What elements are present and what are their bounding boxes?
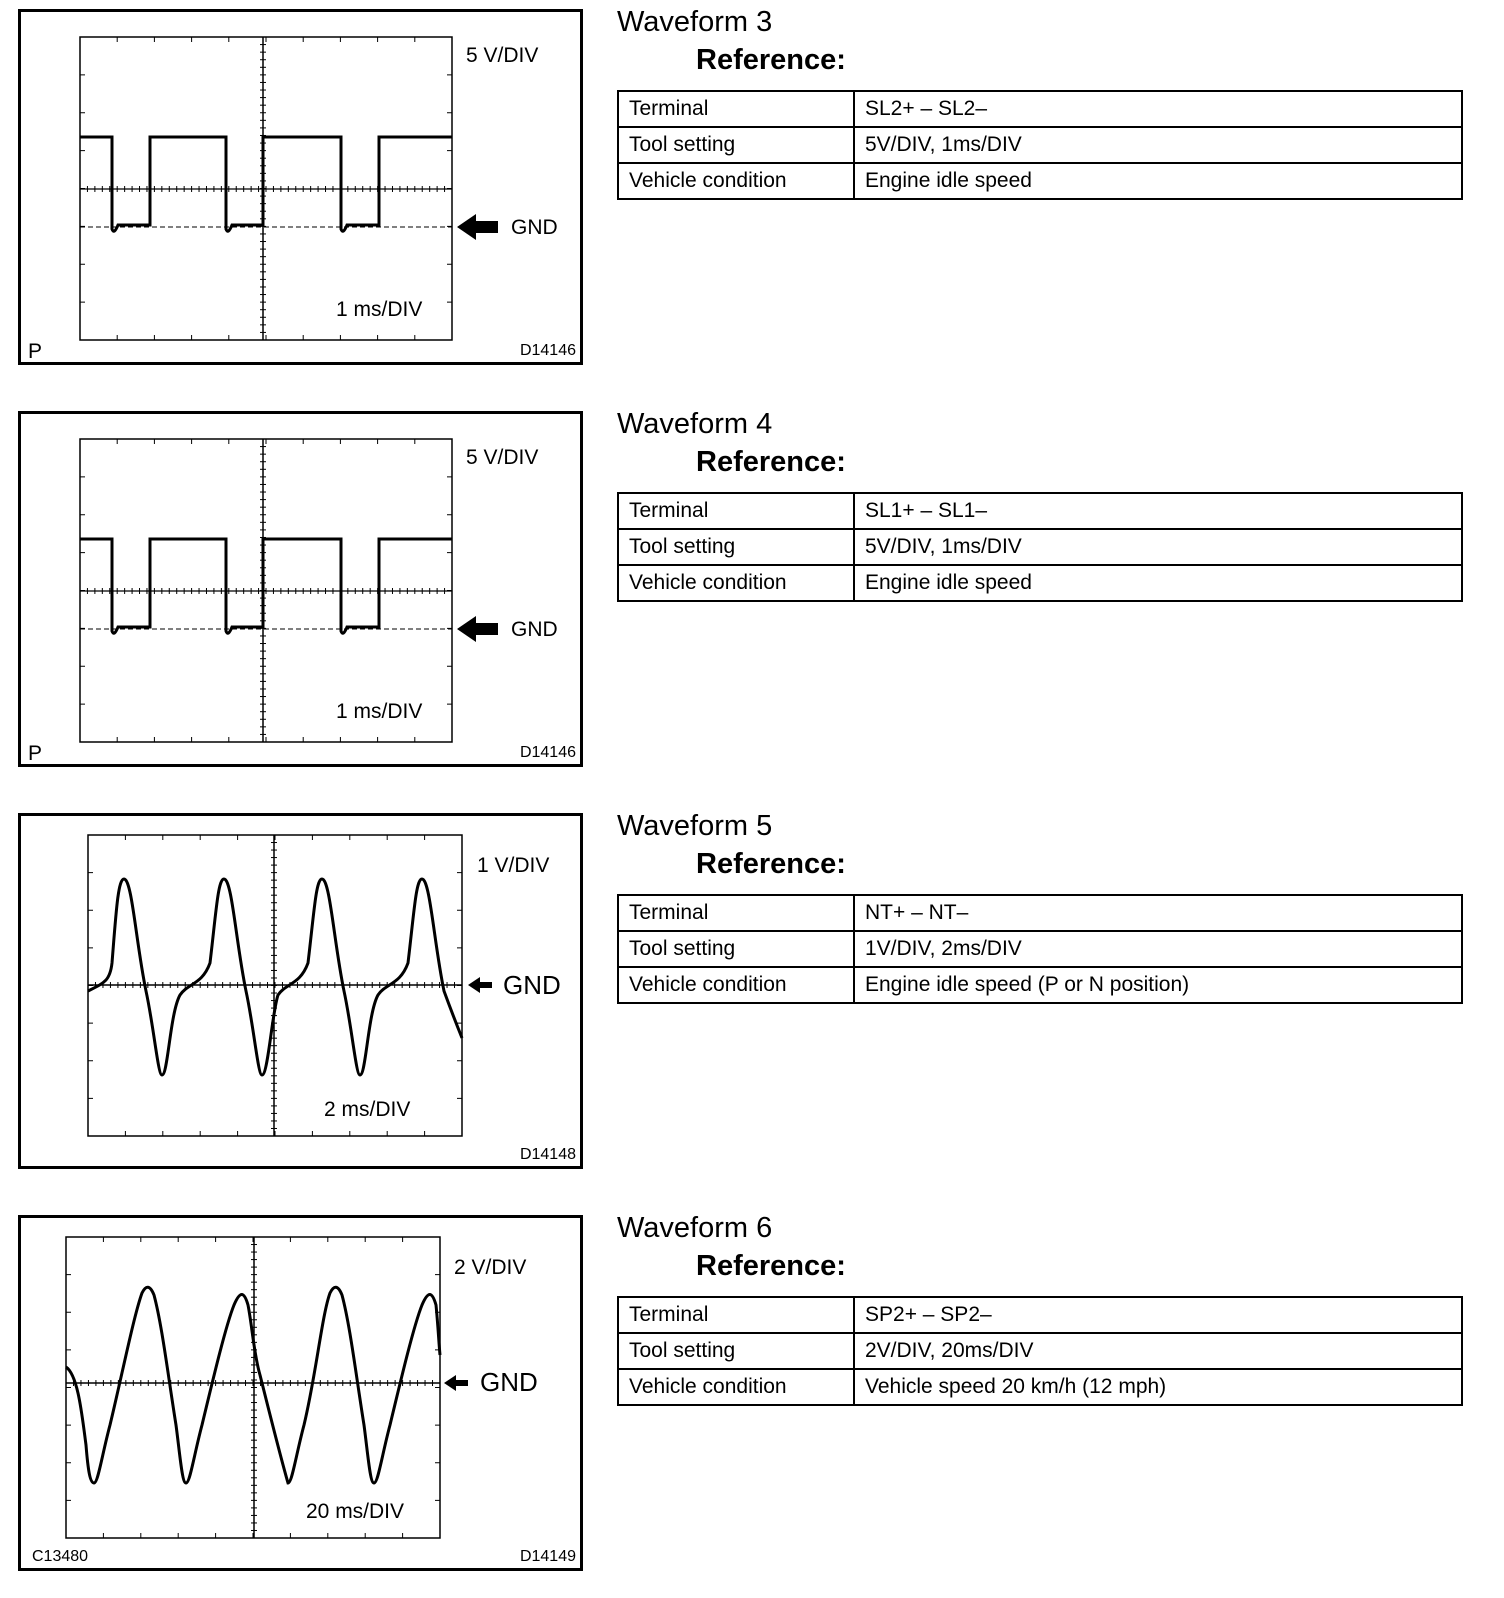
row-value: SL2+ – SL2– — [854, 91, 1462, 127]
volts-per-div-label: 5 V/DIV — [466, 446, 539, 469]
waveform-title: Waveform 6 — [617, 1212, 773, 1244]
table-row — [618, 1369, 1462, 1405]
row-value: 1V/DIV, 2ms/DIV — [854, 931, 1462, 967]
row-value: Vehicle speed 20 km/h (12 mph) — [854, 1369, 1462, 1405]
table-row — [618, 967, 1462, 1003]
reference-label: Reference: — [696, 1250, 846, 1282]
table-row — [618, 1333, 1462, 1369]
table-row — [618, 1297, 1462, 1333]
reference-table — [617, 1296, 1463, 1406]
row-label: Vehicle condition — [618, 1369, 854, 1405]
oscilloscope-svg — [18, 813, 583, 1169]
figure-code: D14148 — [519, 1146, 576, 1163]
gnd-arrow-icon — [457, 214, 498, 240]
gnd-label: GND — [511, 216, 558, 239]
gnd-label: GND — [503, 970, 561, 1000]
volts-per-div-label: 5 V/DIV — [466, 44, 539, 67]
row-label: Terminal — [618, 895, 854, 931]
row-label: Vehicle condition — [618, 565, 854, 601]
gnd-label: GND — [480, 1367, 538, 1397]
figure-code: D14146 — [519, 744, 576, 761]
row-value: NT+ – NT– — [854, 895, 1462, 931]
row-value: 2V/DIV, 20ms/DIV — [854, 1333, 1462, 1369]
reference-label: Reference: — [696, 446, 846, 478]
volts-per-div-label: 1 V/DIV — [477, 854, 550, 877]
row-value: Engine idle speed — [854, 565, 1462, 601]
table-row — [618, 565, 1462, 601]
row-label: Tool setting — [618, 529, 854, 565]
waveform-title: Waveform 5 — [617, 810, 773, 842]
corner-label: C13480 — [32, 1548, 89, 1565]
table-row — [618, 163, 1462, 199]
gnd-arrow-icon — [457, 616, 498, 642]
row-label: Tool setting — [618, 931, 854, 967]
oscilloscope-svg — [18, 411, 583, 767]
figure-code: D14146 — [519, 342, 576, 359]
corner-label: P — [28, 742, 43, 765]
reference-table — [617, 894, 1463, 1004]
waveform-section — [0, 0, 1504, 392]
row-label: Vehicle condition — [618, 163, 854, 199]
reference-label: Reference: — [696, 848, 846, 880]
row-label: Terminal — [618, 493, 854, 529]
waveform-trace — [80, 539, 452, 633]
figure-code: D14149 — [519, 1548, 576, 1565]
table-row — [618, 91, 1462, 127]
time-per-div-label: 20 ms/DIV — [306, 1500, 405, 1523]
row-label: Tool setting — [618, 1333, 854, 1369]
volts-per-div-label: 2 V/DIV — [454, 1256, 527, 1279]
waveform-title: Waveform 4 — [617, 408, 773, 440]
waveform-title: Waveform 3 — [617, 6, 773, 38]
table-row — [618, 493, 1462, 529]
table-row — [618, 931, 1462, 967]
row-label: Tool setting — [618, 127, 854, 163]
time-per-div-label: 1 ms/DIV — [336, 700, 423, 723]
waveform-section — [0, 1206, 1504, 1598]
oscilloscope-figure — [18, 813, 583, 1169]
row-value: Engine idle speed — [854, 163, 1462, 199]
row-label: Terminal — [618, 91, 854, 127]
row-value: SP2+ – SP2– — [854, 1297, 1462, 1333]
time-per-div-label: 1 ms/DIV — [336, 298, 423, 321]
reference-table — [617, 492, 1463, 602]
waveform-trace — [80, 137, 452, 231]
table-row — [618, 895, 1462, 931]
waveform-section — [0, 804, 1504, 1196]
time-per-div-label: 2 ms/DIV — [324, 1098, 411, 1121]
gnd-arrow-icon — [468, 977, 492, 993]
oscilloscope-figure — [18, 9, 583, 365]
oscilloscope-figure — [18, 411, 583, 767]
row-value: SL1+ – SL1– — [854, 493, 1462, 529]
row-value: 5V/DIV, 1ms/DIV — [854, 529, 1462, 565]
gnd-label: GND — [511, 618, 558, 641]
table-row — [618, 127, 1462, 163]
table-row — [618, 529, 1462, 565]
oscilloscope-svg — [18, 9, 583, 365]
row-value: 5V/DIV, 1ms/DIV — [854, 127, 1462, 163]
reference-table — [617, 90, 1463, 200]
waveform-section — [0, 402, 1504, 794]
row-value: Engine idle speed (P or N position) — [854, 967, 1462, 1003]
oscilloscope-figure — [18, 1215, 583, 1571]
corner-label: P — [28, 340, 43, 363]
oscilloscope-svg — [18, 1215, 583, 1571]
row-label: Vehicle condition — [618, 967, 854, 1003]
row-label: Terminal — [618, 1297, 854, 1333]
reference-label: Reference: — [696, 44, 846, 76]
gnd-arrow-icon — [444, 1375, 468, 1391]
